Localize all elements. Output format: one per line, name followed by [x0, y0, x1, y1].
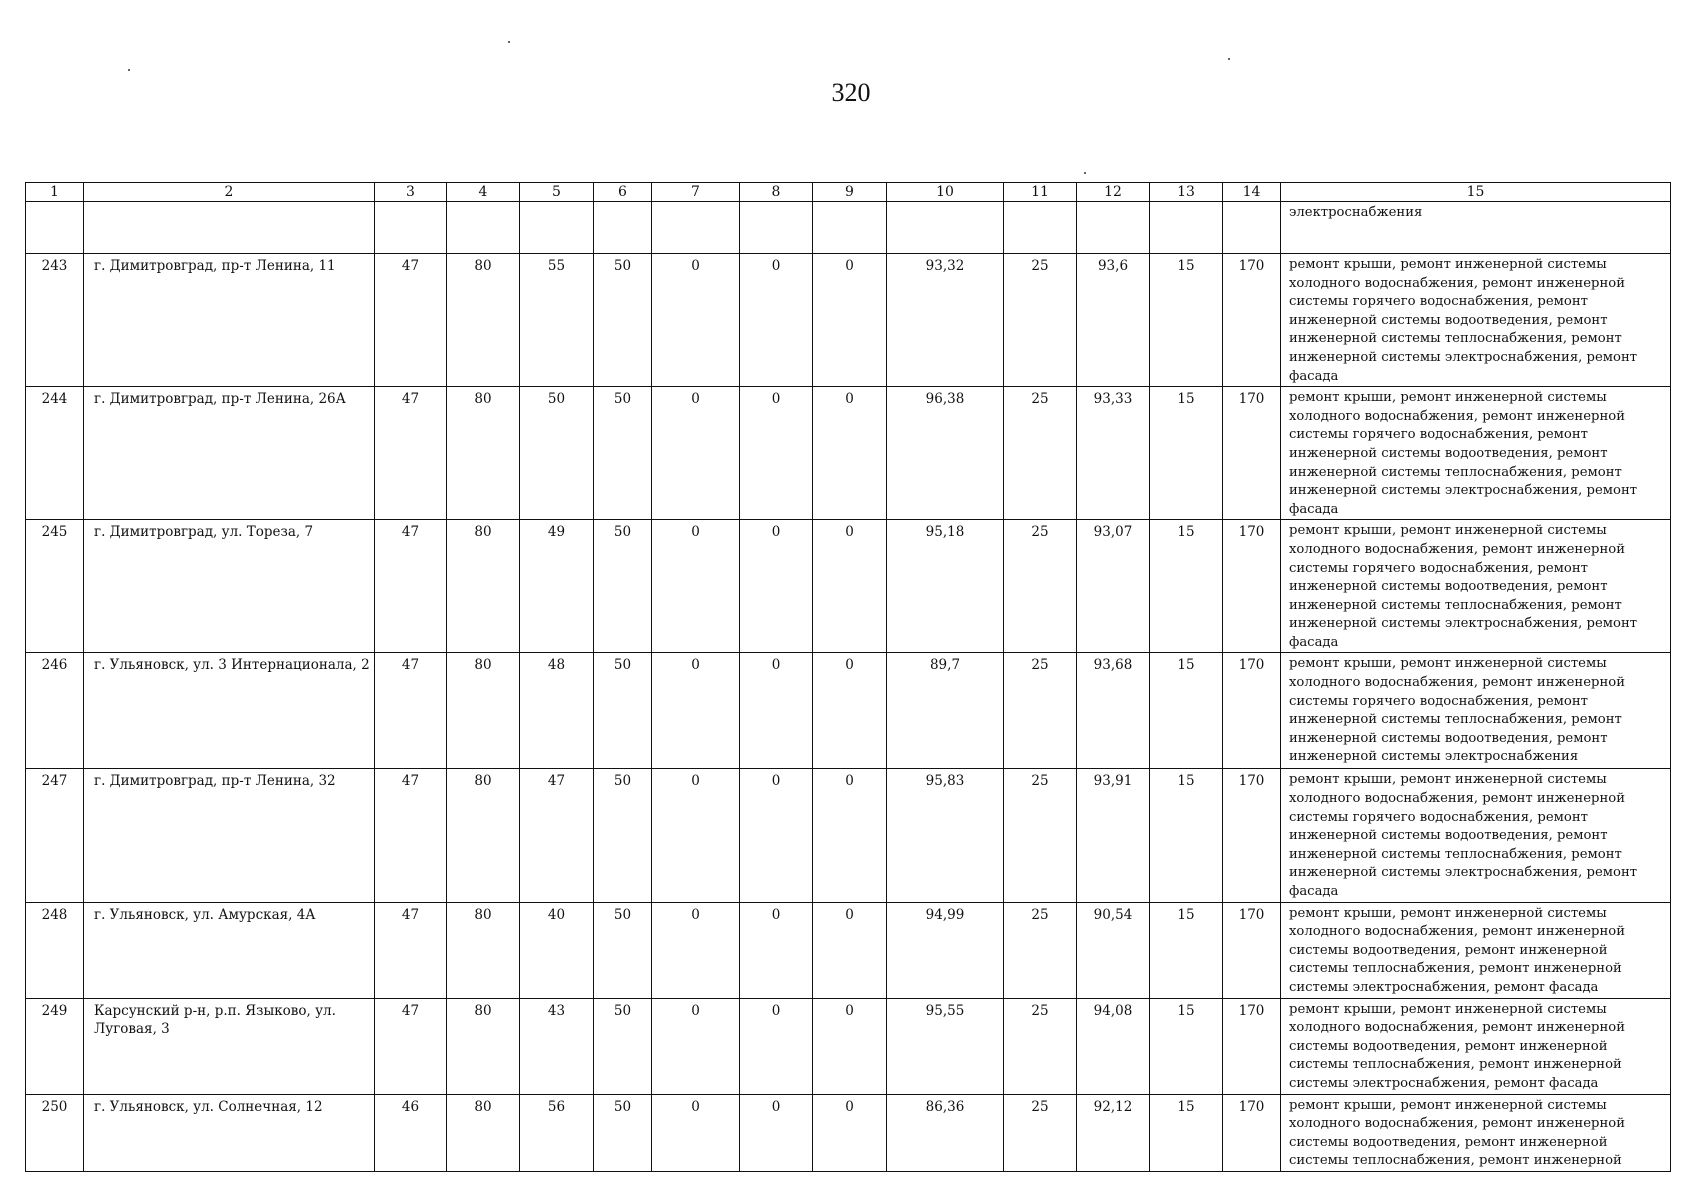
value-col-9: 0: [813, 1094, 887, 1171]
value-col-11: 25: [1004, 387, 1077, 520]
value-col-13: 15: [1150, 254, 1223, 387]
address: г. Димитровград, пр-т Ленина, 26А: [84, 387, 375, 520]
value-col-4: 80: [447, 1094, 520, 1171]
value-col-13: 15: [1150, 520, 1223, 653]
value-col-13: 15: [1150, 653, 1223, 769]
row-number: 244: [26, 387, 84, 520]
value-col-14: 170: [1223, 769, 1281, 902]
table-row: [26, 653, 1671, 769]
value-col-6: 50: [594, 902, 652, 998]
row-number: 246: [26, 653, 84, 769]
table-row: [26, 769, 1671, 902]
value-col-8: 0: [740, 902, 813, 998]
row-number: 247: [26, 769, 84, 902]
data-table: [25, 182, 1671, 1172]
address: г. Димитровград, ул. Тореза, 7: [84, 520, 375, 653]
address: г. Димитровград, пр-т Ленина, 32: [84, 769, 375, 902]
value-col-11: 25: [1004, 998, 1077, 1094]
value-col-13: 15: [1150, 998, 1223, 1094]
value-col-10: 94,99: [887, 902, 1004, 998]
continuation-row: [26, 202, 1671, 254]
value-col-8: 0: [740, 254, 813, 387]
work-description: ремонт крыши, ремонт инженерной системы холодного водоснабжения, ремонт инженерной системы горячего водоснабжения, ремонт инженерной системы водоотведения, ремонт инженерной системы теплоснабжения, ремонт инженерной системы электроснабжения, ремонт фасада: [1281, 520, 1671, 653]
value-col-3: 47: [375, 520, 447, 653]
value-col-9: 0: [813, 254, 887, 387]
value-col-12: 94,08: [1077, 998, 1150, 1094]
value-col-8: 0: [740, 998, 813, 1094]
value-col-12: 93,07: [1077, 520, 1150, 653]
value-col-3: 47: [375, 998, 447, 1094]
address: г. Ульяновск, ул. Амурская, 4А: [84, 902, 375, 998]
value-col-6: 50: [594, 998, 652, 1094]
work-description: электроснабжения: [1281, 202, 1671, 254]
work-description: ремонт крыши, ремонт инженерной системы холодного водоснабжения, ремонт инженерной системы горячего водоснабжения, ремонт инженерной системы теплоснабжения, ремонт инженерной системы водоотведения, ремонт инженерной системы электроснабжения: [1281, 653, 1671, 769]
value-col-10: 95,55: [887, 998, 1004, 1094]
value-col-9: 0: [813, 520, 887, 653]
value-col-8: 0: [740, 1094, 813, 1171]
table-row: [26, 998, 1671, 1094]
column-header: 10: [887, 183, 1004, 202]
value-col-5: 50: [520, 387, 594, 520]
value-col-3: 47: [375, 387, 447, 520]
value-col-7: 0: [652, 254, 740, 387]
value-col-7: 0: [652, 653, 740, 769]
column-header: 14: [1223, 183, 1281, 202]
table-row: [26, 254, 1671, 387]
scan-speck: [1084, 172, 1086, 174]
value-col-11: 25: [1004, 520, 1077, 653]
column-header: 1: [26, 183, 84, 202]
value-col-9: 0: [813, 387, 887, 520]
row-number: 248: [26, 902, 84, 998]
page-number: 320: [831, 78, 871, 107]
value-col-12: 93,33: [1077, 387, 1150, 520]
column-header: 3: [375, 183, 447, 202]
value-col-5: 55: [520, 254, 594, 387]
value-col-11: 25: [1004, 902, 1077, 998]
column-header: 4: [447, 183, 520, 202]
value-col-6: 50: [594, 520, 652, 653]
value-col-6: 50: [594, 1094, 652, 1171]
work-description: ремонт крыши, ремонт инженерной системы холодного водоснабжения, ремонт инженерной системы водоотведения, ремонт инженерной системы теплоснабжения, ремонт инженерной системы электроснабжения, ремонт фасада: [1281, 902, 1671, 998]
value-col-14: 170: [1223, 998, 1281, 1094]
value-col-14: 170: [1223, 254, 1281, 387]
row-number: 250: [26, 1094, 84, 1171]
address: Карсунский р-н, р.п. Языково, ул. Луговая, 3: [84, 998, 375, 1094]
value-col-5: 48: [520, 653, 594, 769]
value-col-10: 95,83: [887, 769, 1004, 902]
value-col-6: 50: [594, 653, 652, 769]
header-row: [26, 183, 1671, 202]
value-col-10: 95,18: [887, 520, 1004, 653]
value-col-13: 15: [1150, 1094, 1223, 1171]
value-col-12: 90,54: [1077, 902, 1150, 998]
work-description: ремонт крыши, ремонт инженерной системы холодного водоснабжения, ремонт инженерной системы горячего водоснабжения, ремонт инженерной системы водоотведения, ремонт инженерной системы теплоснабжения, ремонт инженерной системы электроснабжения, ремонт фасада: [1281, 387, 1671, 520]
value-col-7: 0: [652, 769, 740, 902]
value-col-10: 89,7: [887, 653, 1004, 769]
column-header: 13: [1150, 183, 1223, 202]
value-col-14: 170: [1223, 1094, 1281, 1171]
column-header: 8: [740, 183, 813, 202]
value-col-4: 80: [447, 769, 520, 902]
value-col-3: 47: [375, 254, 447, 387]
value-col-7: 0: [652, 387, 740, 520]
value-col-6: 50: [594, 769, 652, 902]
value-col-4: 80: [447, 520, 520, 653]
value-col-13: 15: [1150, 769, 1223, 902]
value-col-4: 80: [447, 254, 520, 387]
table-row: [26, 902, 1671, 998]
column-header: 2: [84, 183, 375, 202]
value-col-12: 93,68: [1077, 653, 1150, 769]
value-col-4: 80: [447, 902, 520, 998]
value-col-5: 47: [520, 769, 594, 902]
scan-speck: [128, 69, 130, 71]
value-col-13: 15: [1150, 902, 1223, 998]
column-header: 9: [813, 183, 887, 202]
row-number: 243: [26, 254, 84, 387]
value-col-7: 0: [652, 1094, 740, 1171]
value-col-14: 170: [1223, 387, 1281, 520]
address: г. Димитровград, пр-т Ленина, 11: [84, 254, 375, 387]
value-col-8: 0: [740, 653, 813, 769]
value-col-7: 0: [652, 902, 740, 998]
work-description: ремонт крыши, ремонт инженерной системы холодного водоснабжения, ремонт инженерной системы горячего водоснабжения, ремонт инженерной системы водоотведения, ремонт инженерной системы теплоснабжения, ремонт инженерной системы электроснабжения, ремонт фасада: [1281, 254, 1671, 387]
value-col-3: 47: [375, 653, 447, 769]
row-number: 249: [26, 998, 84, 1094]
value-col-12: 93,91: [1077, 769, 1150, 902]
value-col-7: 0: [652, 998, 740, 1094]
row-number: 245: [26, 520, 84, 653]
work-description: ремонт крыши, ремонт инженерной системы холодного водоснабжения, ремонт инженерной системы водоотведения, ремонт инженерной системы теплоснабжения, ремонт инженерной системы электроснабжения, ремонт фасада: [1281, 998, 1671, 1094]
value-col-8: 0: [740, 769, 813, 902]
value-col-7: 0: [652, 520, 740, 653]
value-col-8: 0: [740, 387, 813, 520]
value-col-11: 25: [1004, 1094, 1077, 1171]
value-col-11: 25: [1004, 653, 1077, 769]
value-col-6: 50: [594, 387, 652, 520]
value-col-4: 80: [447, 387, 520, 520]
value-col-10: 93,32: [887, 254, 1004, 387]
value-col-4: 80: [447, 998, 520, 1094]
value-col-14: 170: [1223, 653, 1281, 769]
value-col-12: 92,12: [1077, 1094, 1150, 1171]
scan-speck: [1228, 58, 1230, 60]
table-row: [26, 1094, 1671, 1171]
value-col-3: 46: [375, 1094, 447, 1171]
value-col-5: 43: [520, 998, 594, 1094]
value-col-4: 80: [447, 653, 520, 769]
value-col-12: 93,6: [1077, 254, 1150, 387]
value-col-9: 0: [813, 998, 887, 1094]
column-header: 7: [652, 183, 740, 202]
table-row: [26, 520, 1671, 653]
column-header: 6: [594, 183, 652, 202]
value-col-5: 40: [520, 902, 594, 998]
value-col-11: 25: [1004, 769, 1077, 902]
value-col-9: 0: [813, 902, 887, 998]
value-col-11: 25: [1004, 254, 1077, 387]
value-col-5: 56: [520, 1094, 594, 1171]
value-col-10: 86,36: [887, 1094, 1004, 1171]
work-description: ремонт крыши, ремонт инженерной системы холодного водоснабжения, ремонт инженерной системы водоотведения, ремонт инженерной системы теплоснабжения, ремонт инженерной: [1281, 1094, 1671, 1171]
value-col-6: 50: [594, 254, 652, 387]
value-col-9: 0: [813, 653, 887, 769]
column-header: 11: [1004, 183, 1077, 202]
scan-speck: [508, 41, 510, 43]
column-header: 5: [520, 183, 594, 202]
value-col-9: 0: [813, 769, 887, 902]
value-col-5: 49: [520, 520, 594, 653]
table-row: [26, 387, 1671, 520]
value-col-13: 15: [1150, 387, 1223, 520]
value-col-14: 170: [1223, 520, 1281, 653]
value-col-3: 47: [375, 769, 447, 902]
address: г. Ульяновск, ул. Солнечная, 12: [84, 1094, 375, 1171]
value-col-8: 0: [740, 520, 813, 653]
value-col-10: 96,38: [887, 387, 1004, 520]
column-header: 15: [1281, 183, 1671, 202]
work-description: ремонт крыши, ремонт инженерной системы холодного водоснабжения, ремонт инженерной системы горячего водоснабжения, ремонт инженерной системы водоотведения, ремонт инженерной системы теплоснабжения, ремонт инженерной системы электроснабжения, ремонт фасада: [1281, 769, 1671, 902]
value-col-14: 170: [1223, 902, 1281, 998]
address: г. Ульяновск, ул. 3 Интернационала, 2: [84, 653, 375, 769]
column-header: 12: [1077, 183, 1150, 202]
value-col-3: 47: [375, 902, 447, 998]
